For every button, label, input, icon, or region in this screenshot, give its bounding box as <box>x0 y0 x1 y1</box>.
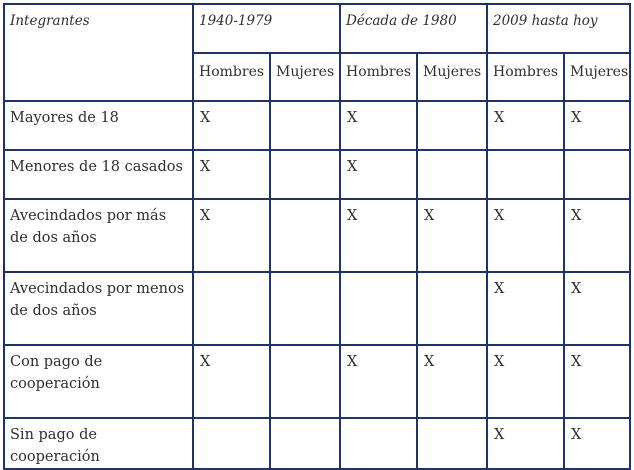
cell-mark: X <box>494 427 505 443</box>
cell-mark: X <box>347 354 358 370</box>
row-label <box>4 418 193 469</box>
table-cell <box>340 101 417 150</box>
table-cell <box>564 101 630 150</box>
table-cell <box>487 150 564 199</box>
table-cell <box>564 199 630 272</box>
cell-mark: X <box>494 354 505 370</box>
row-label-text: Menores de 18 casados <box>10 159 183 175</box>
table-cell <box>270 199 340 272</box>
header-period-1-label: 1940-1979 <box>199 13 273 29</box>
subheader-hombres <box>340 53 417 101</box>
subheader-label: Hombres <box>199 64 265 80</box>
cell-mark: X <box>494 281 505 297</box>
table-cell <box>270 345 340 418</box>
membership-table <box>3 3 631 470</box>
table-cell <box>564 150 630 199</box>
cell-mark: X <box>571 208 582 224</box>
row-label <box>4 345 193 418</box>
table-row <box>4 345 630 418</box>
header-period-3-label: 2009 hasta hoy <box>493 13 598 29</box>
subheader-label: Mujeres <box>423 64 482 80</box>
subheader-hombres <box>487 53 564 101</box>
row-label-text: Mayores de 18 <box>10 110 119 126</box>
table-cell <box>564 418 630 469</box>
cell-mark <box>271 200 339 205</box>
table-cell <box>193 199 270 272</box>
cell-mark: X <box>571 427 582 443</box>
header-period-1 <box>193 4 340 53</box>
subheader-label: Mujeres <box>276 64 335 80</box>
table-cell <box>487 418 564 469</box>
cell-mark: X <box>347 159 358 175</box>
table-row <box>4 150 630 199</box>
row-label <box>4 199 193 272</box>
table-cell <box>270 418 340 469</box>
cell-mark <box>271 273 339 278</box>
header-integrantes-label: Integrantes <box>10 13 90 29</box>
cell-mark <box>271 151 339 156</box>
row-label-text: Avecindados por menos de dos años <box>10 281 185 319</box>
cell-mark <box>271 419 339 424</box>
table-cell <box>487 199 564 272</box>
header-period-3 <box>487 4 630 53</box>
cell-mark: X <box>200 354 211 370</box>
table-cell <box>340 272 417 345</box>
row-label-text: Con pago de cooperación <box>10 354 103 392</box>
cell-mark <box>488 151 563 156</box>
cell-mark <box>341 273 416 278</box>
table-cell <box>487 272 564 345</box>
table-cell <box>270 101 340 150</box>
table-row <box>4 199 630 272</box>
table-cell <box>340 418 417 469</box>
cell-mark <box>418 273 486 278</box>
table-cell <box>417 345 487 418</box>
header-row-periods <box>4 4 630 53</box>
table-row <box>4 101 630 150</box>
table-cell <box>564 345 630 418</box>
table-cell <box>487 101 564 150</box>
cell-mark: X <box>200 208 211 224</box>
row-label-text: Sin pago de cooperación <box>10 427 100 465</box>
cell-mark: X <box>571 110 582 126</box>
table-cell <box>417 101 487 150</box>
subheader-mujeres <box>417 53 487 101</box>
cell-mark: X <box>347 208 358 224</box>
table-cell <box>193 418 270 469</box>
cell-mark <box>418 102 486 107</box>
table-cell <box>193 345 270 418</box>
subheader-hombres <box>193 53 270 101</box>
table-cell <box>417 150 487 199</box>
subheader-label: Hombres <box>493 64 559 80</box>
cell-mark <box>194 273 269 278</box>
header-period-2-label: Década de 1980 <box>346 13 457 29</box>
cell-mark: X <box>200 110 211 126</box>
cell-mark <box>418 419 486 424</box>
cell-mark <box>194 419 269 424</box>
table-cell <box>340 199 417 272</box>
table-cell <box>270 272 340 345</box>
cell-mark: X <box>571 281 582 297</box>
cell-mark: X <box>571 354 582 370</box>
subheader-mujeres <box>564 53 630 101</box>
cell-mark <box>565 151 629 156</box>
table-cell <box>193 150 270 199</box>
cell-mark <box>271 102 339 107</box>
cell-mark: X <box>200 159 211 175</box>
cell-mark <box>418 151 486 156</box>
table-cell <box>487 345 564 418</box>
table-cell <box>340 150 417 199</box>
header-integrantes <box>4 4 193 101</box>
subheader-mujeres <box>270 53 340 101</box>
table-cell <box>270 150 340 199</box>
cell-mark: X <box>347 110 358 126</box>
table-cell <box>340 345 417 418</box>
table-cell <box>564 272 630 345</box>
row-label <box>4 150 193 199</box>
cell-mark: X <box>494 208 505 224</box>
table-cell <box>417 272 487 345</box>
row-label <box>4 101 193 150</box>
cell-mark <box>271 346 339 351</box>
cell-mark: X <box>494 110 505 126</box>
table-row <box>4 272 630 345</box>
table-cell <box>417 199 487 272</box>
table-row <box>4 418 630 469</box>
row-label <box>4 272 193 345</box>
table-cell <box>417 418 487 469</box>
table-cell <box>193 272 270 345</box>
cell-mark: X <box>424 354 435 370</box>
table-cell <box>193 101 270 150</box>
header-period-2 <box>340 4 487 53</box>
cell-mark: X <box>424 208 435 224</box>
row-label-text: Avecindados por más de dos años <box>10 208 167 246</box>
cell-mark <box>341 419 416 424</box>
subheader-label: Mujeres <box>570 64 629 80</box>
subheader-label: Hombres <box>346 64 412 80</box>
